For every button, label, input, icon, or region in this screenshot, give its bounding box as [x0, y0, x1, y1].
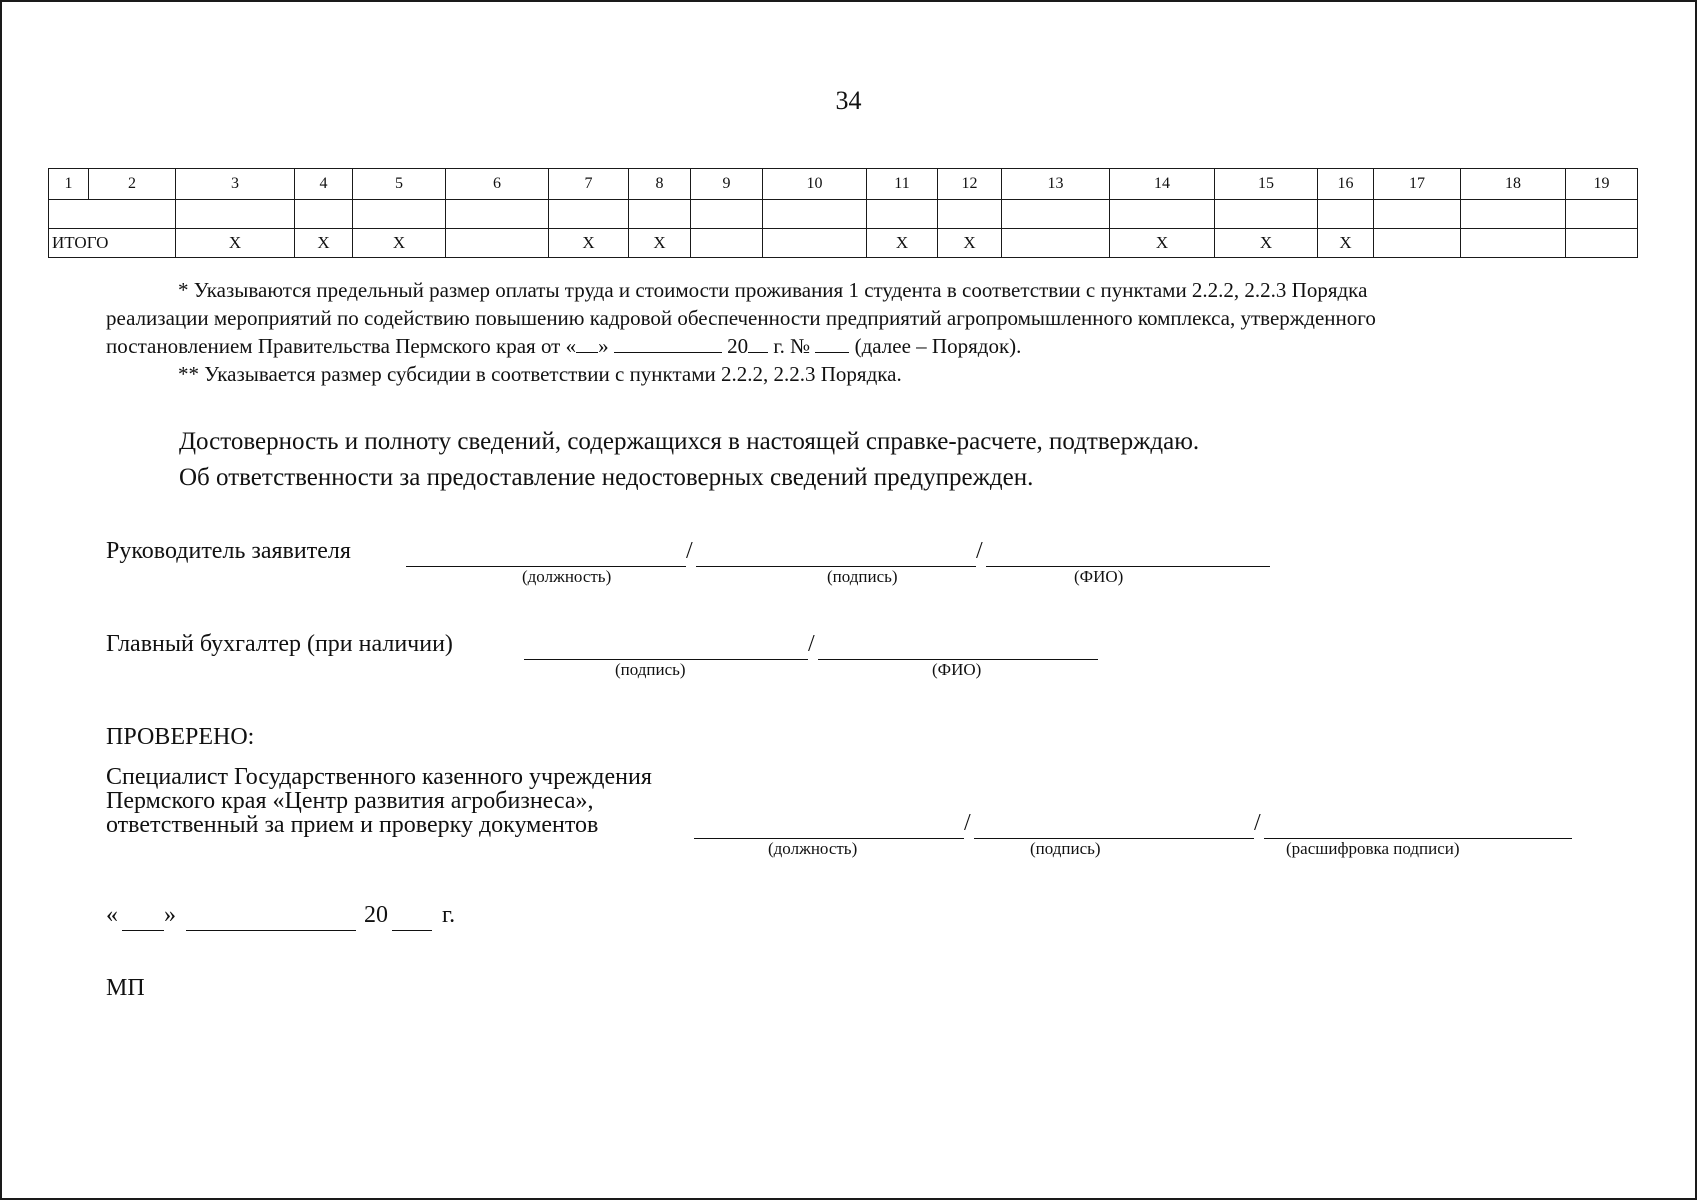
caption-name: (ФИО)	[932, 660, 982, 679]
table-header-row	[49, 169, 1638, 200]
chief-accountant-label: Главный бухгалтер (при наличии)	[106, 631, 453, 657]
footnotes	[106, 276, 1574, 388]
separator-slash: /	[964, 810, 971, 836]
table-header-cell: 2	[89, 169, 176, 200]
table-header-cell: 14	[1110, 169, 1215, 200]
table-header-cell: 9	[691, 169, 763, 200]
table-cell	[1461, 200, 1566, 229]
table-header-cell: 11	[867, 169, 938, 200]
table-header-cell: 15	[1215, 169, 1318, 200]
blank-number	[815, 334, 849, 353]
table-header-cell: 12	[938, 169, 1002, 200]
caption-position: (должность)	[768, 839, 858, 858]
table-cell	[1002, 200, 1110, 229]
caption-signature: (подпись)	[827, 567, 898, 586]
table-cell	[49, 200, 176, 229]
specialist-signature-field[interactable]	[974, 838, 1254, 839]
table-cell	[1566, 200, 1638, 229]
footnote-1-line-3	[106, 332, 1574, 360]
caption-signature: (подпись)	[615, 660, 686, 679]
table-cell: Х	[1318, 229, 1374, 258]
table-cell	[691, 200, 763, 229]
caption-name: (ФИО)	[1074, 567, 1124, 586]
separator-slash: /	[976, 538, 983, 564]
checked-line-2: Пермского края «Центр развития агробизнеса»,	[106, 788, 594, 814]
caption-decoding: (расшифровка подписи)	[1286, 839, 1460, 858]
table-cell	[1566, 229, 1638, 258]
footnote-1-number-label: г. №	[773, 334, 811, 358]
table-cell	[1002, 229, 1110, 258]
table-cell: Х	[867, 229, 938, 258]
totals-table	[48, 168, 1638, 258]
table-cell: Х	[549, 229, 629, 258]
table-cell	[867, 200, 938, 229]
blank-month	[614, 334, 722, 353]
table-header-cell: 13	[1002, 169, 1110, 200]
table-cell	[446, 200, 549, 229]
separator-slash: /	[808, 631, 815, 657]
table-cell	[629, 200, 691, 229]
table-cell	[1318, 200, 1374, 229]
table-header-cell: 5	[353, 169, 446, 200]
date-year-suffix: г.	[442, 902, 456, 928]
footnote-1-suffix: (далее – Порядок).	[854, 334, 1022, 358]
table-cell	[1461, 229, 1566, 258]
table-header-cell: 7	[549, 169, 629, 200]
date-open-quote: «	[106, 902, 118, 928]
table-cell: Х	[353, 229, 446, 258]
table-header-cell: 3	[176, 169, 295, 200]
separator-slash: /	[1254, 810, 1261, 836]
table-header-cell: 17	[1374, 169, 1461, 200]
table-cell	[1110, 200, 1215, 229]
confirmation-line-1: Достоверность и полноту сведений, содержащихся в настоящей справке-расчете, подтверждаю.	[179, 428, 1200, 455]
date-month-field[interactable]	[186, 930, 356, 931]
total-label: ИТОГО	[49, 229, 176, 258]
table-header-cell: 8	[629, 169, 691, 200]
table-cell	[353, 200, 446, 229]
caption-position: (должность)	[522, 567, 612, 586]
checked-line-1: Специалист Государственного казенного учреждения	[106, 764, 652, 790]
table-header-cell: 4	[295, 169, 353, 200]
table-header-cell: 19	[1566, 169, 1638, 200]
footnote-1-line-2: реализации мероприятий по содействию повышению кадровой обеспеченности предприятий агропромышленного комплекса, утвержденного	[106, 306, 1376, 330]
table-cell: Х	[1110, 229, 1215, 258]
checked-title: ПРОВЕРЕНО:	[106, 724, 255, 750]
page-number: 34	[835, 86, 862, 115]
table-cell: Х	[938, 229, 1002, 258]
footnote-1-quote: »	[598, 334, 609, 358]
table-header-cell: 1	[49, 169, 89, 200]
blank-day	[576, 334, 598, 353]
head-name-field[interactable]	[986, 566, 1270, 567]
footnote-2: ** Указывается размер субсидии в соответствии с пунктами 2.2.2, 2.2.3 Порядка.	[178, 362, 902, 386]
blank-year	[748, 334, 768, 353]
confirmation-line-2: Об ответственности за предоставление недостоверных сведений предупрежден.	[179, 464, 1034, 491]
table-cell	[763, 229, 867, 258]
table-cell: Х	[629, 229, 691, 258]
table-cell	[938, 200, 1002, 229]
table-cell: Х	[176, 229, 295, 258]
separator-slash: /	[686, 538, 693, 564]
table-empty-row	[49, 200, 1638, 229]
table-cell	[295, 200, 353, 229]
table-cell	[1374, 229, 1461, 258]
table-total-row	[49, 229, 1638, 258]
seal-place: МП	[106, 975, 145, 1001]
table-cell: Х	[1215, 229, 1318, 258]
table-header-cell: 18	[1461, 169, 1566, 200]
table-cell	[691, 229, 763, 258]
table-cell	[1374, 200, 1461, 229]
date-day-field[interactable]	[122, 930, 164, 931]
footnote-1-year: 20	[727, 334, 749, 358]
table-cell: Х	[295, 229, 353, 258]
head-of-applicant-label: Руководитель заявителя	[106, 538, 351, 564]
caption-signature: (подпись)	[1030, 839, 1101, 858]
date-close-quote: »	[164, 902, 176, 928]
table-header-cell: 10	[763, 169, 867, 200]
date-year-prefix: 20	[364, 902, 388, 928]
table-header-cell: 16	[1318, 169, 1374, 200]
table-header-cell: 6	[446, 169, 549, 200]
table-cell	[549, 200, 629, 229]
date-year-field[interactable]	[392, 930, 432, 931]
footnote-1-text: постановлением Правительства Пермского края от «	[106, 334, 577, 358]
table-cell	[446, 229, 549, 258]
table-cell	[1215, 200, 1318, 229]
table-cell	[176, 200, 295, 229]
table-cell	[763, 200, 867, 229]
footnote-1-line-1: * Указываются предельный размер оплаты труда и стоимости проживания 1 студента в соответствии с пунктами 2.2.2, 2.2.3 Порядка	[178, 278, 1368, 302]
checked-line-3: ответственный за прием и проверку документов	[106, 812, 599, 838]
